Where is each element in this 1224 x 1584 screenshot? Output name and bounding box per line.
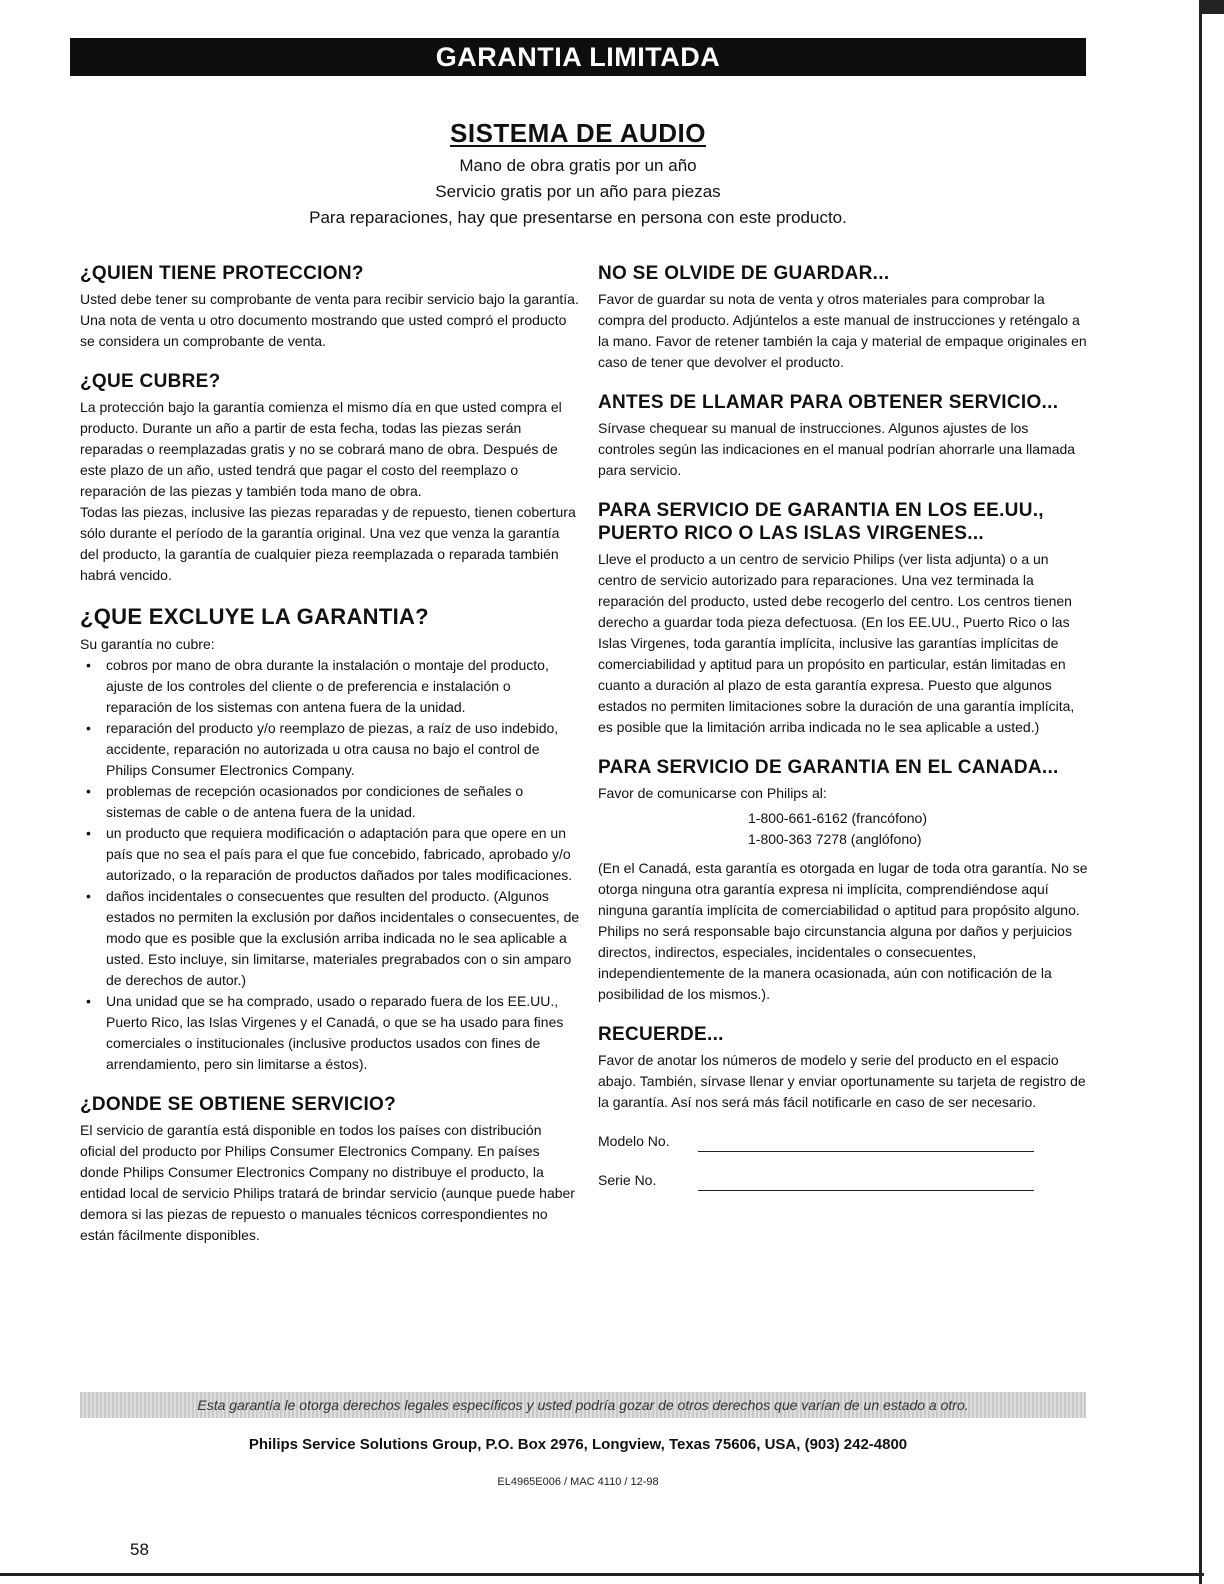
list-item: • Una unidad que se ha comprado, usado o reparado fuera de los EE.UU., Puerto Rico, las Islas Virgenes y el Canadá, o que se ha usado para fines comerciales o institucionales (inclusive productos usados con fines de arrendamiento, pero sin limitarse a éstos).	[80, 991, 580, 1075]
intro-line: Servicio gratis por un año para piezas	[435, 182, 721, 201]
section-intro: Favor de comunicarse con Philips al:	[598, 785, 827, 801]
section-heading: NO SE OLVIDE DE GUARDAR...	[598, 263, 890, 284]
document-code: EL4965E006 / MAC 4110 / 12-98	[497, 1476, 659, 1488]
intro-line: Mano de obra gratis por un año	[459, 156, 697, 175]
section-donde	[80, 1093, 580, 1246]
section-heading: ¿QUE CUBRE?	[80, 371, 221, 392]
section-canada	[598, 756, 1088, 1005]
phone-number: 1-800-661-6162 (francófono)	[748, 810, 928, 826]
section-body: Lleve el producto a un centro de servicio Philips (ver lista adjunta) o a un centro de servicio autorizado para reparaciones. Una vez terminada la reparación del producto, usted debe recogerlo del centro. Los centros tienen derecho a guardar toda pieza defectuosa. (En los EE.UU., Puerto Rico o las Islas Virgenes, toda garantía implícita, inclusive las garantías implícitas de comerciabilidad y aptitud para un propósito en particular, están limitadas en cuanto a duración al plazo de esta garantía expresa. Puesto que algunos estados no permiten limitaciones sobre la duración de una garantía implícita, es posible que la limitación arriba indicada no le sea aplicable a usted.)	[598, 551, 1075, 735]
section-body: Usted debe tener su comprobante de venta para recibir servicio bajo la garantía. Una nota de venta u otro documento mostrando que usted compró el producto se considera un comprobante de venta.	[80, 291, 579, 349]
serial-number-row	[598, 1170, 1088, 1191]
phone-number: 1-800-363 7278 (anglófono)	[748, 831, 922, 847]
section-body: (En el Canadá, esta garantía es otorgada en lugar de toda otra garantía. No se otorga ninguna otra garantía expresa ni implícita, comprendiéndose aquí ninguna garantía implícita de comerciabilidad o aptitud para propósito alguno. Philips no será responsable bajo circunstancia alguna por daños y perjuicios directos, indirectos, especiales, incidentales o consecuentes, independientemente de la manera ocasionada, aún con notificación de la posibilidad de los mismos.).	[598, 860, 1088, 1002]
section-body: Sírvase chequear su manual de instrucciones. Algunos ajustes de los controles según las indicaciones en el manual podrían ahorrarle una llamada para servicio.	[598, 420, 1076, 478]
page-title: SISTEMA DE AUDIO	[450, 118, 706, 148]
serial-number-label: Serie No.	[598, 1172, 657, 1188]
list-item: • problemas de recepción ocasionados por condiciones de señales o sistemas de cable o de antena fuera de la unidad.	[80, 781, 580, 823]
section-heading: ¿QUIEN TIENE PROTECCION?	[80, 263, 364, 284]
section-antes	[598, 391, 1088, 481]
section-body: La protección bajo la garantía comienza el mismo día en que usted compra el producto. Durante un año a partir de esta fecha, todas las piezas serán reparadas o reemplazadas gratis y no se cobrará mano de obra. Después de este plazo de un año, usted tendrá que pagar el costo del reemplazo o reparación de las piezas y también toda mano de obra.	[80, 399, 562, 499]
section-cubre	[80, 370, 580, 586]
section-heading: PARA SERVICIO DE GARANTIA EN LOS EE.UU., PUERTO RICO O LAS ISLAS VIRGENES...	[598, 500, 1044, 544]
model-number-row	[598, 1131, 1088, 1152]
legal-rights-banner: Esta garantía le otorga derechos legales específicos y usted podría gozar de otros derechos que varían de un estado a otro.	[80, 1392, 1086, 1418]
section-heading: RECUERDE...	[598, 1024, 724, 1045]
section-heading: ¿QUE EXCLUYE LA GARANTIA?	[80, 604, 429, 629]
model-number-label: Modelo No.	[598, 1133, 670, 1149]
serial-number-blank	[698, 1174, 1034, 1191]
page-border-right	[1199, 0, 1202, 1584]
section-body: Favor de guardar su nota de venta y otros materiales para comprobar la compra del producto. Adjúntelos a este manual de instrucciones y reténgalo a la mano. Favor de retener también la caja y material de empaque originales en caso de tener que devolver el producto.	[598, 291, 1087, 370]
page-border-bottom	[0, 1573, 1204, 1576]
intro-line: Para reparaciones, hay que presentarse en persona con este producto.	[309, 208, 847, 227]
list-item: • cobros por mano de obra durante la instalación o montaje del producto, ajuste de los controles del cliente o de preferencia e instalación o reparación de los sistemas con antena fuera de la unidad.	[80, 655, 580, 718]
list-item: • un producto que requiera modificación o adaptación para que opere en un país que no sea el país para el que fue concebido, fabricado, aprobado y/o autorizado, o la reparación de productos dañados por tales modificaciones.	[80, 823, 580, 886]
section-intro: Su garantía no cubre:	[80, 636, 215, 652]
right-column	[598, 262, 1088, 1209]
model-number-blank	[698, 1135, 1034, 1152]
list-item: • daños incidentales o consecuentes que resulten del producto. (Algunos estados no permiten la exclusión por daños incidentales o consecuentes, de modo que es posible que la exclusión arriba indicada no le sea aplicable a usted. Esto incluye, sin limitarse, materiales pregrabados con o sin amparo de derechos de autor.)	[80, 886, 580, 991]
section-body: El servicio de garantía está disponible en todos los países con distribución oficial del producto por Philips Consumer Electronics Company. En países donde Philips Consumer Electronics Company no distribuye el producto, la entidad local de servicio Philips tratará de brindar servicio (aunque puede haber demora si las piezas de repuesto o manuales técnicos correspondientes no están fácilmente disponibles.	[80, 1122, 575, 1243]
section-guardar	[598, 262, 1088, 373]
section-body: Todas las piezas, inclusive las piezas reparadas y de repuesto, tienen cobertura sólo durante el período de la garantía original. Una vez que venza la garantía del producto, la garantía de cualquier pieza reemplazada o reparada también habrá vencido.	[80, 504, 576, 583]
section-quien	[80, 262, 580, 352]
section-heading: PARA SERVICIO DE GARANTIA EN EL CANADA...	[598, 757, 1059, 778]
phone-numbers	[748, 808, 1088, 850]
section-heading: ANTES DE LLAMAR PARA OBTENER SERVICIO...	[598, 392, 1059, 413]
section-eeuu	[598, 499, 1088, 738]
intro-block	[70, 118, 1086, 231]
exclusion-list	[80, 655, 580, 1075]
left-column	[80, 262, 580, 1264]
page-number: 58	[130, 1540, 149, 1559]
section-excluye	[80, 604, 580, 1075]
title-bar: GARANTIA LIMITADA	[70, 38, 1086, 76]
section-recuerde	[598, 1023, 1088, 1191]
footer-address: Philips Service Solutions Group, P.O. Box 2976, Longview, Texas 75606, USA, (903) 242-4800	[248, 1436, 908, 1453]
list-item: • reparación del producto y/o reemplazo de piezas, a raíz de uso indebido, accidente, reparación no autorizada u otra causa no bajo el control de Philips Consumer Electronics Company.	[80, 718, 580, 781]
section-body: Favor de anotar los números de modelo y serie del producto en el espacio abajo. También, sírvase llenar y enviar oportunamente su tarjeta de registro de la garantía. Así nos será más fácil notificarle en caso de ser necesario.	[598, 1052, 1086, 1110]
page-border-corner	[1202, 0, 1224, 14]
section-heading: ¿DONDE SE OBTIENE SERVICIO?	[80, 1094, 397, 1115]
